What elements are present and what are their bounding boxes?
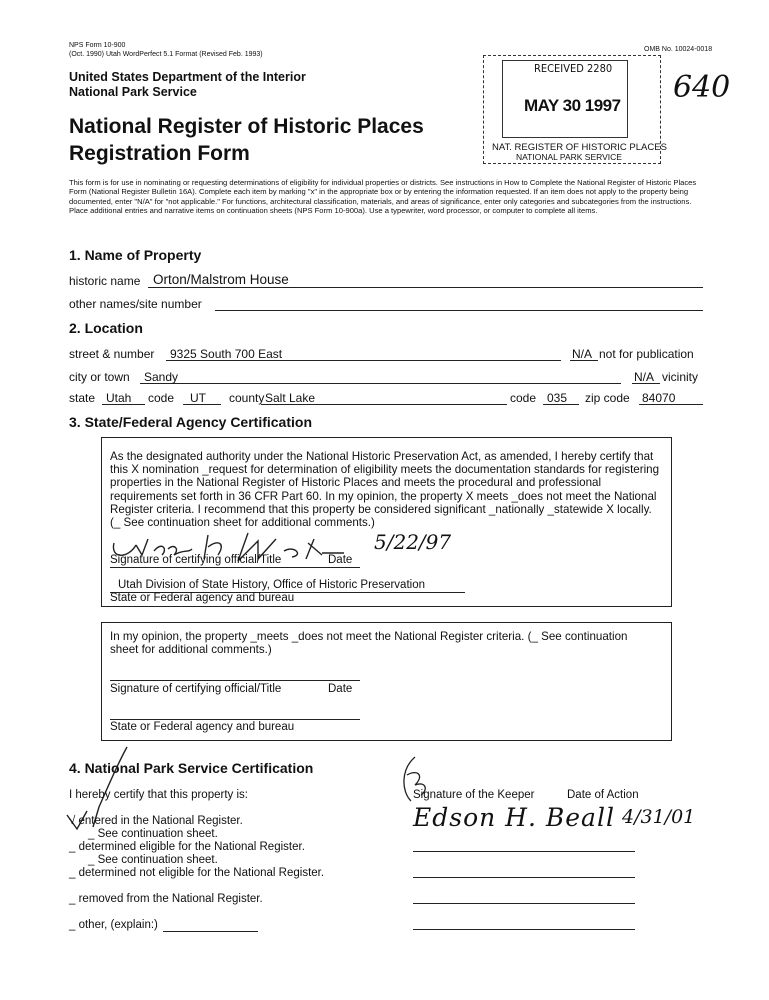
certify-text: I hereby certify that this property is: xyxy=(69,789,248,801)
option-removed-label: removed from the National Register. xyxy=(78,893,263,905)
stamp-date: MAY 30 1997 xyxy=(524,96,621,115)
option-not-eligible: _ determined not eligible for the National Register. xyxy=(69,867,325,879)
county-code-value: 035 xyxy=(547,391,568,405)
form-number: NPS Form 10-900 xyxy=(69,42,126,49)
keeper-signature: Edson H. Beall xyxy=(413,803,615,832)
state-value: Utah xyxy=(106,391,132,405)
option-eligible-continuation-label: See continuation sheet. xyxy=(97,854,218,866)
option-removed: _ removed from the National Register. xyxy=(69,893,263,905)
form-revision: (Oct. 1990) Utah WordPerfect 5.1 Format (Revised Feb. 1993) xyxy=(69,51,263,58)
certification-agency-name: Utah Division of State History, Office of Historic Preservation xyxy=(118,579,425,591)
not-for-publication-label: not for publication xyxy=(599,347,694,361)
certification-signature-label: Signature of certifying official/Title xyxy=(110,554,282,566)
option-other: _ other, (explain:) xyxy=(69,919,158,931)
state-label: state xyxy=(69,391,96,405)
certification-date-label: Date xyxy=(328,554,353,566)
option-entered-continuation-label: See continuation sheet. xyxy=(97,828,218,840)
form-title-line1: National Register of Historic Places xyxy=(69,115,424,138)
option-other-label: other, (explain:) xyxy=(78,919,158,931)
historic-name-label: historic name xyxy=(69,274,141,288)
option-entered-continuation: _ See continuation sheet. xyxy=(88,828,218,840)
state-code-value: UT xyxy=(190,391,206,405)
date-of-action-label: Date of Action xyxy=(567,789,639,801)
county-value: Salt Lake xyxy=(265,391,316,405)
received-stamp xyxy=(483,55,667,164)
section4-heading: 4. National Park Service Certification xyxy=(69,760,314,776)
option-entered: √ entered in the National Register. xyxy=(69,815,243,827)
omb-number: OMB No. 10024-0018 xyxy=(644,46,713,53)
county-label: county xyxy=(229,391,265,405)
zip-label: zip code xyxy=(585,391,630,405)
section2-heading: 2. Location xyxy=(69,320,143,336)
department-name: United States Department of the Interior xyxy=(69,70,306,84)
keeper-line-2 xyxy=(413,877,635,878)
other-names-field xyxy=(215,310,703,311)
street-value: 9325 South 700 East xyxy=(170,347,283,361)
service-name: National Park Service xyxy=(69,85,197,99)
vicinity-label: vicinity xyxy=(662,370,699,384)
keeper-signature-label: Signature of the Keeper xyxy=(413,789,535,801)
handwritten-number: 640 xyxy=(673,70,731,105)
county-code-label: code xyxy=(510,391,537,405)
other-names-label: other names/site number xyxy=(69,297,202,311)
stamp-received: RECEIVED 2280 xyxy=(534,62,613,75)
keeper-line-1 xyxy=(413,851,635,852)
section3-heading: 3. State/Federal Agency Certification xyxy=(69,414,312,430)
state-code-label: code xyxy=(148,391,175,405)
certification-text: As the designated authority under the National Historic Preservation Act, as amended, I hereby certify that this X nomination _request for determination of eligibility meets the documentation standards for registering properties in the National Register of Historic Places and meets the procedural and professional requirements set forth in 36 CFR Part 60. In my opinion, the property X meets _does not meet the National Register criteria. I recommend that this property be considered significant _nationally _statewide X locally. (_ See continuation sheet for additional comments.) xyxy=(110,450,660,530)
not-for-publication-value: N/A xyxy=(572,347,593,361)
opinion-date-label: Date xyxy=(328,683,353,695)
opinion-agency-label: State or Federal agency and bureau xyxy=(110,721,295,733)
certification-handwritten-date: 5/22/97 xyxy=(374,530,452,554)
option-entered-label: entered in the National Register. xyxy=(78,815,243,827)
stamp-line1: NAT. REGISTER OF HISTORIC PLACES xyxy=(492,142,667,153)
city-label: city or town xyxy=(69,370,130,384)
historic-name-value: Orton/Malstrom House xyxy=(153,272,289,287)
keeper-line-3 xyxy=(413,903,635,904)
certification-agency-label: State or Federal agency and bureau xyxy=(110,592,295,604)
vicinity-value: N/A xyxy=(634,370,655,384)
stamp-line2: NATIONAL PARK SERVICE xyxy=(516,152,622,162)
option-eligible-label: determined eligible for the National Register. xyxy=(78,841,305,853)
form-title-line2: Registration Form xyxy=(69,142,250,165)
action-date-value: 4/31/01 xyxy=(622,806,696,828)
option-not-eligible-label: determined not eligible for the National Register. xyxy=(78,867,325,879)
street-label: street & number xyxy=(69,347,155,361)
keeper-line-4 xyxy=(413,929,635,930)
city-value: Sandy xyxy=(144,370,179,384)
instructions-text: This form is for use in nominating or requesting determinations of eligibility for individual properties or districts. See instructions in How to Complete the National Register of Historic Places Form (National Register Bulletin 16A). Complete each item by marking "x" in the appropriate box or by entering the information requested. If an item does not apply to the property being documented, enter "N/A" for "not applicable." For functions, architectural classification, materials, and areas of significance, enter only categories and subcategories from the instructions. Place additional entries and narrative items on continuation sheets (NPS Form 10-900a). Use a typewriter, word processor, or computer to complete all items. xyxy=(69,178,697,216)
option-eligible: _ determined eligible for the National Register. xyxy=(69,841,305,853)
option-eligible-continuation: _ See continuation sheet. xyxy=(88,854,218,866)
opinion-text: In my opinion, the property _meets _does not meet the National Register criteria. (_ See continuation sheet for additional comments.) xyxy=(110,630,628,657)
other-explain-line xyxy=(163,931,258,932)
zip-value: 84070 xyxy=(642,391,676,405)
opinion-signature-label: Signature of certifying official/Title xyxy=(110,683,282,695)
section1-heading: 1. Name of Property xyxy=(69,247,202,263)
keeper-initials-mark xyxy=(395,755,435,805)
